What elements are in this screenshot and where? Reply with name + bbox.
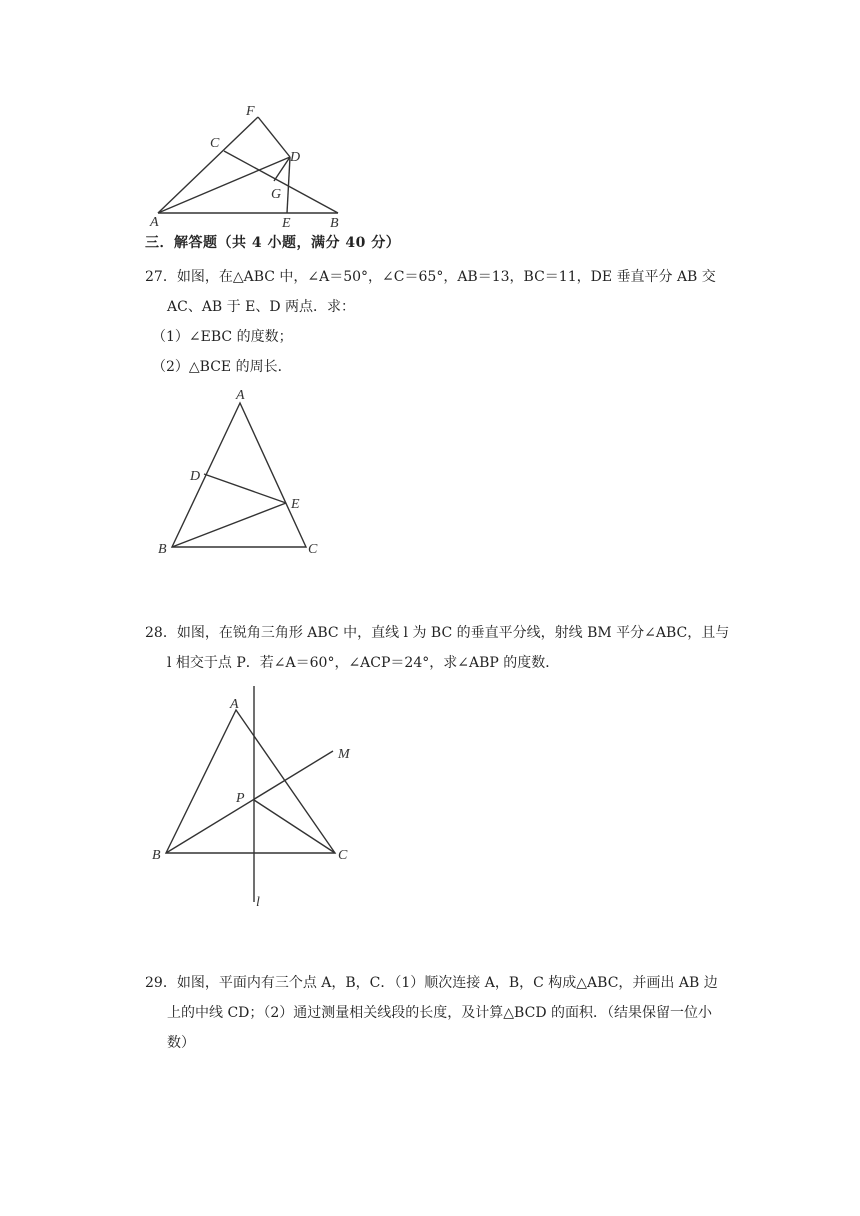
segment-af — [158, 117, 258, 213]
section-title: 三．解答题（共 4 小题，满分 40 分） — [145, 235, 401, 251]
q27-sub2: （2）△BCE 的周长． — [152, 359, 292, 375]
q29-line1: 29．如图，平面内有三个点 A，B，C．（1）顺次连接 A，B，C 构成△ABC，并画出 AB 边 — [145, 975, 718, 991]
label-c: C — [308, 542, 318, 557]
label-c: C — [338, 848, 348, 863]
q28-line2: l 相交于点 P．若∠A＝60°，∠ACP＝24°，求∠ABP 的度数． — [167, 655, 560, 671]
q27-sub1: （1）∠EBC 的度数； — [152, 329, 293, 345]
label-p: P — [236, 791, 245, 806]
question-29 — [145, 968, 745, 1058]
q29-line3: 数） — [167, 1035, 195, 1051]
segment-ad — [158, 157, 290, 213]
figure-q27-svg — [150, 385, 350, 565]
figure-q28-svg — [150, 680, 370, 915]
label-a: A — [150, 215, 159, 230]
figure-q27 — [150, 385, 350, 565]
figure-q26 — [140, 95, 370, 235]
label-b: B — [152, 848, 161, 863]
figure-q26-svg — [140, 95, 370, 235]
label-b: B — [158, 542, 167, 557]
label-e: E — [282, 216, 291, 231]
label-g: G — [271, 187, 282, 202]
label-d: D — [190, 469, 201, 484]
question-28 — [145, 618, 745, 678]
figure-q28 — [150, 680, 370, 915]
label-a: A — [236, 388, 245, 403]
label-f: F — [246, 104, 255, 119]
label-a: A — [230, 697, 239, 712]
q28-line1: 28．如图，在锐角三角形 ABC 中，直线 l 为 BC 的垂直平分线，射线 BM 平分∠ABC，且与 — [145, 625, 730, 641]
q27-line1: 27．如图，在△ABC 中，∠A＝50°，∠C＝65°，AB＝13，BC＝11，DE 垂直平分 AB 交 — [145, 269, 716, 285]
label-c: C — [210, 136, 220, 151]
label-d: D — [290, 150, 301, 165]
q27-line2: AC、AB 于 E、D 两点．求： — [167, 299, 356, 315]
question-27 — [145, 262, 745, 382]
segment-de — [204, 474, 286, 503]
segment-pc — [254, 800, 335, 853]
segment-fd — [258, 117, 290, 157]
triangle-abc — [166, 710, 335, 853]
label-e: E — [291, 497, 300, 512]
q29-line2: 上的中线 CD；（2）通过测量相关线段的长度，及计算△BCD 的面积．（结果保留一位小 — [167, 1005, 712, 1021]
label-l: l — [256, 895, 260, 910]
label-b: B — [330, 216, 339, 231]
label-m: M — [338, 747, 350, 762]
